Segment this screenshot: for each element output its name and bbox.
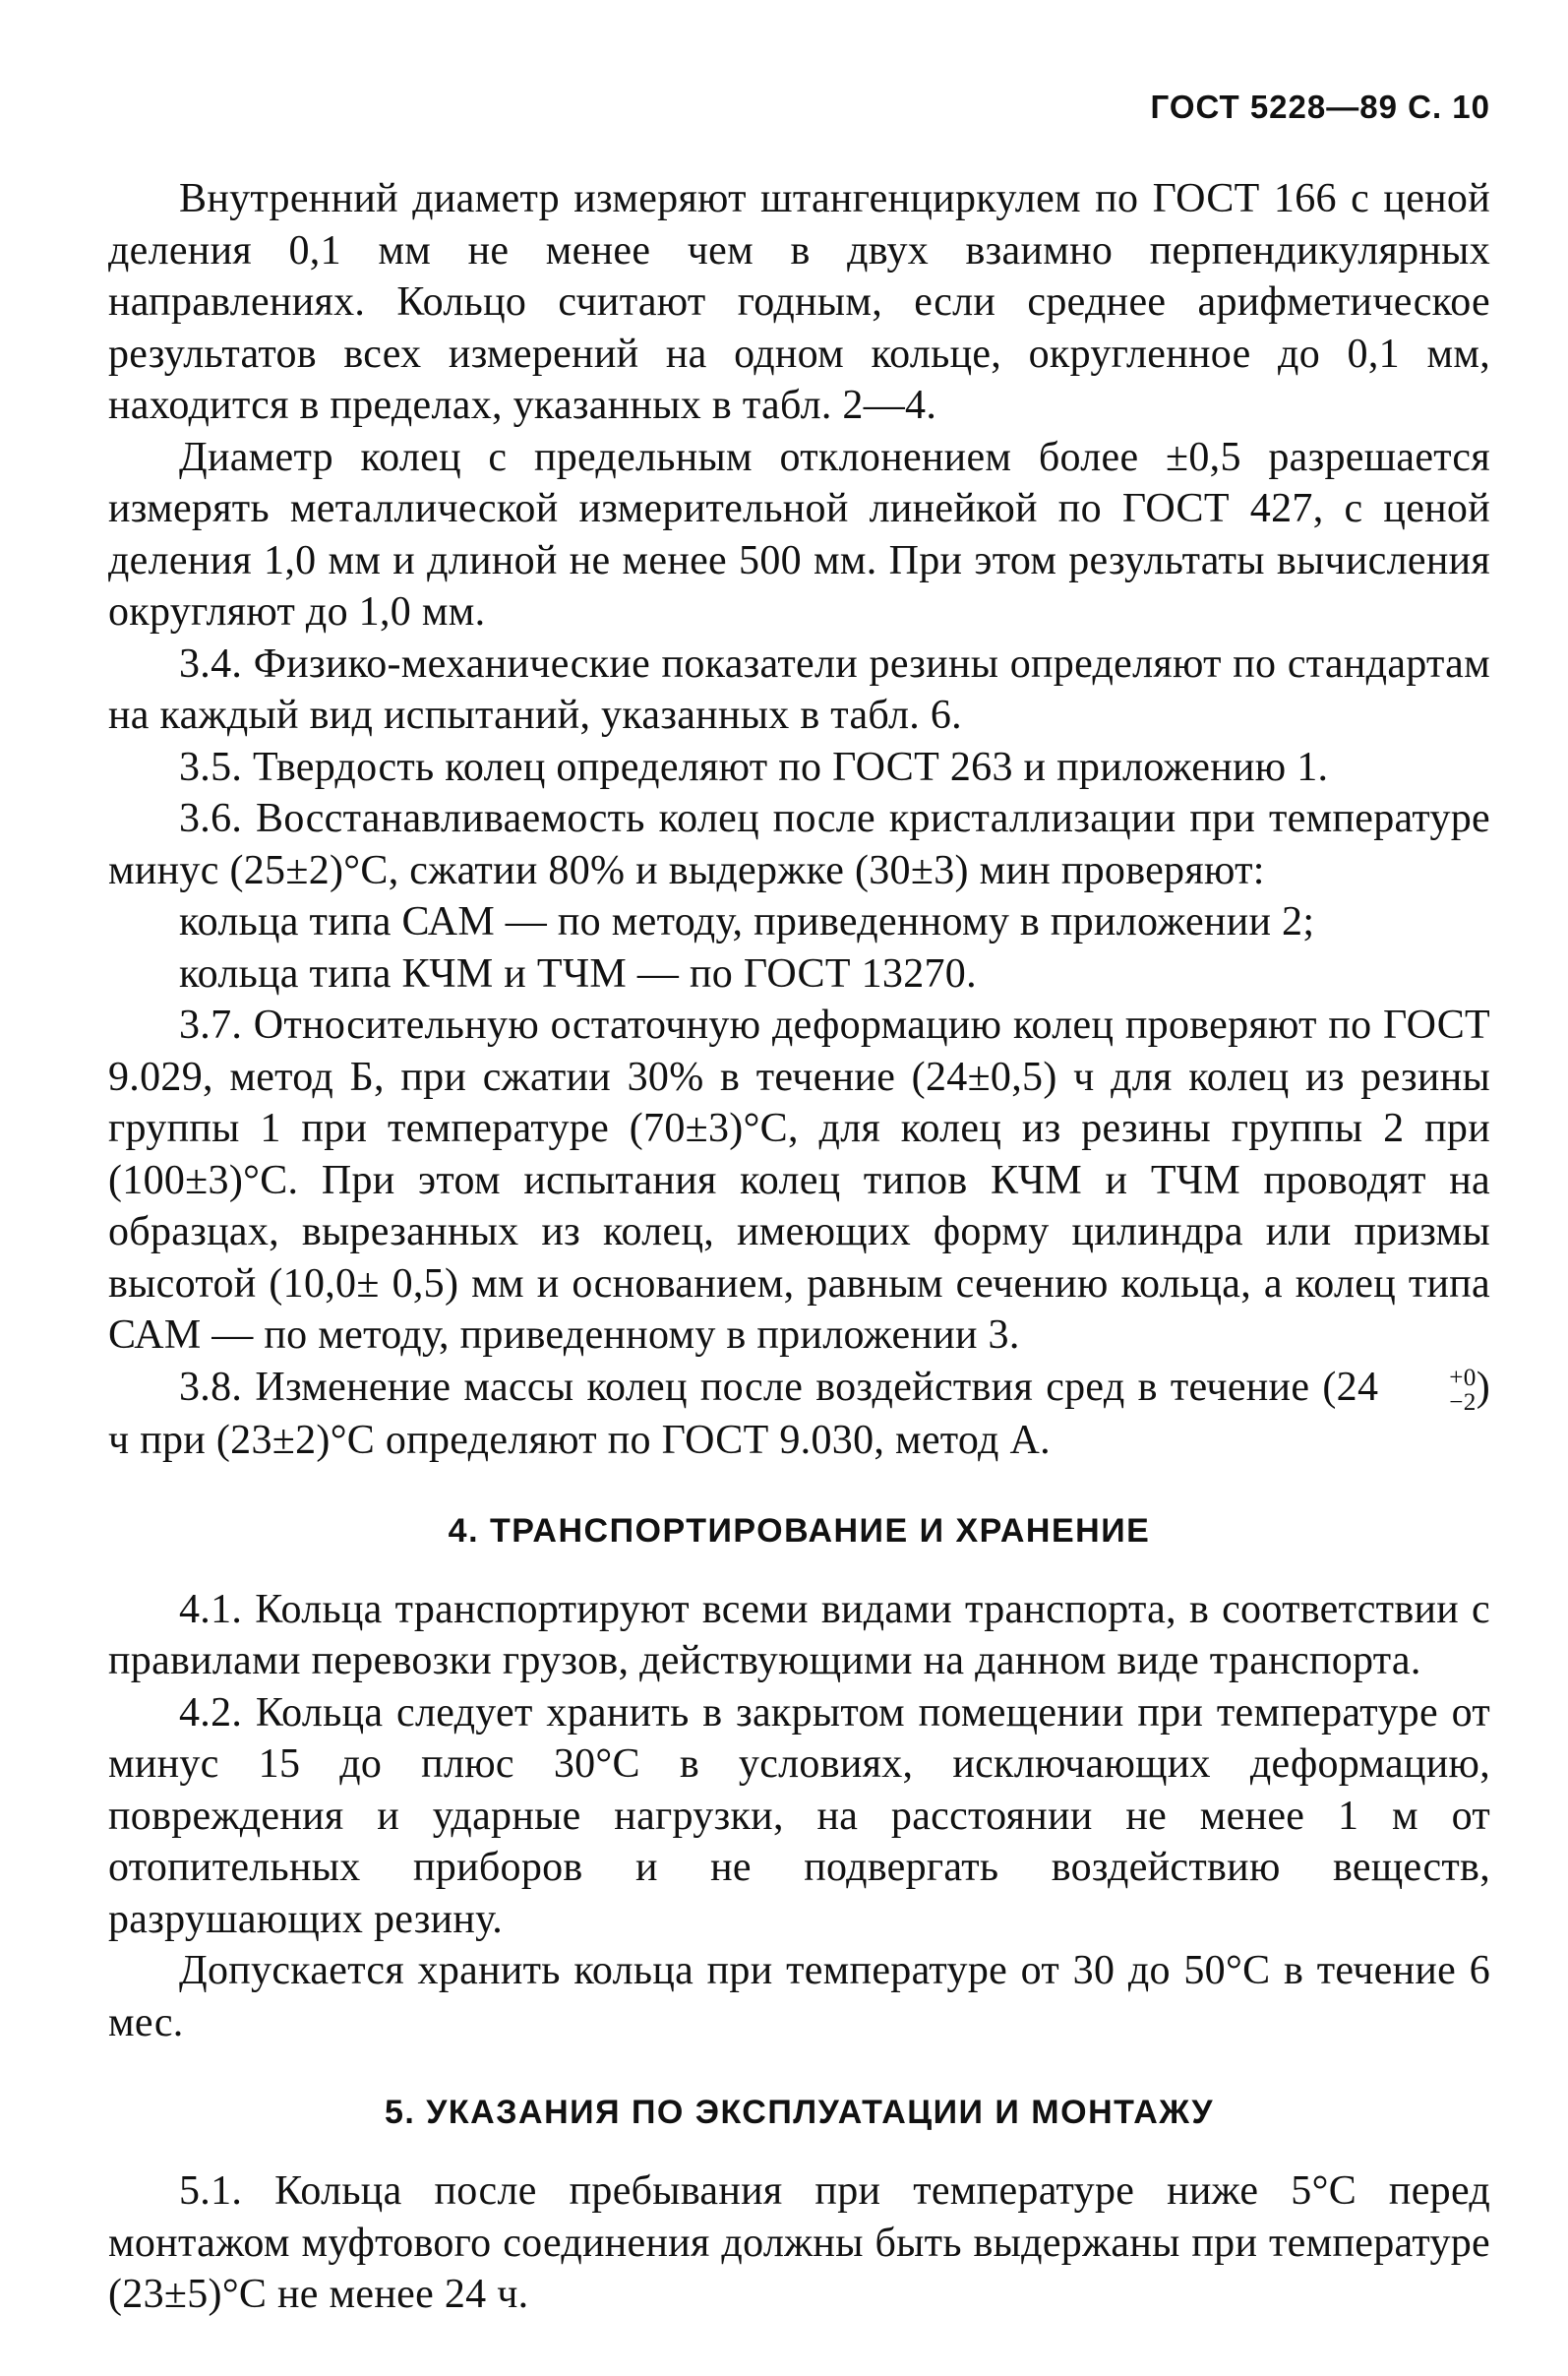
document-page [108, 89, 1490, 2321]
paragraph-5-1: 5.1. Кольца после пребывания при температуре ниже 5°С перед монтажом муфтового соединения должны быть выдержаны при температуре (23±5)°С не менее 24 ч. [108, 2168, 1490, 2318]
paragraph-inner-diameter: Внутренний диаметр измеряют штангенциркулем по ГОСТ 166 с ценой деления 0,1 мм не менее чем в двух взаимно перпендикулярных направлениях. Кольцо считают годным, если среднее арифметическое результатов всех измерений на одном кольце, округленное до 0,1 мм, находится в пределах, указанных в табл. 2—4. [108, 176, 1490, 428]
paragraph-4-2-note: Допускается хранить кольца при температуре от 30 до 50°С в течение 6 мес. [108, 1948, 1490, 2045]
list-item-kchm: кольца типа КЧМ и ТЧМ — по ГОСТ 13270. [179, 950, 977, 997]
paragraph-3-4: 3.4. Физико-механические показатели резины определяют по стандартам на каждый вид испытаний, указанных в табл. 6. [108, 640, 1490, 738]
section-5-title: 5. УКАЗАНИЯ ПО ЭКСПЛУАТАЦИИ И МОНТАЖУ [384, 2094, 1215, 2132]
p38-before: 3.8. Изменение массы колец после воздействия сред в течение (24 [179, 1364, 1379, 1410]
paragraph-3-7: 3.7. Относительную остаточную деформацию колец проверяют по ГОСТ 9.029, метод Б, при сжатии 30% в течение (24±0,5) ч для колец из резины группы 1 при температуре (70±3)°С, для колец из резины группы 2 при (100±3)°С. При этом испытания колец типов КЧМ и ТЧМ проводят на образцах, вырезанных из колец, имеющих форму цилиндра или призмы высотой (10,0± 0,5) мм и основанием, равным сечению кольца, а колец типа САМ — по методу, приведенному в приложении 3. [108, 1003, 1490, 1358]
tolerance [1378, 1366, 1476, 1415]
paragraph-4-1: 4.1. Кольца транспортируют всеми видами транспорта, в соответствии с правилами перевозки грузов, действующими на данном виде транспорта. [108, 1586, 1490, 1684]
p38-after: ) ч при (23±2)°С определяют по ГОСТ 9.030, метод А. [108, 1364, 1490, 1464]
list-item-sam: кольца типа САМ — по методу, приведенному в приложении 2; [179, 899, 1315, 944]
paragraph-3-6: 3.6. Восстанавливаемость колец после кристаллизации при температуре минус (25±2)°С, сжатии 80% и выдержке (30±3) мин проверяют: [108, 796, 1490, 893]
paragraph-3-5: 3.5. Твердость колец определяют по ГОСТ 263 и приложению 1. [179, 744, 1329, 790]
paragraph-diameter-ruler: Диаметр колец с предельным отклонением более ±0,5 разрешается измерять металлической измерительной линейкой по ГОСТ 427, с ценой деления 1,0 мм и длиной не менее 500 мм. При этом результаты вычисления округляют до 1,0 мм. [108, 434, 1490, 635]
section-4-title: 4. ТРАНСПОРТИРОВАНИЕ И ХРАНЕНИЕ [448, 1511, 1151, 1550]
tolerance-lower: −2 [1449, 1388, 1477, 1416]
paragraph-4-2: 4.2. Кольца следует хранить в закрытом помещении при температуре от минус 15 до плюс 30°С в условиях, исключающих деформацию, повреждения и ударные нагрузки, на расстоянии не менее 1 м от отопительных приборов и не подвергать воздействию веществ, разрушающих резину. [108, 1689, 1490, 1942]
tolerance-upper: +0 [1449, 1364, 1477, 1391]
page-header: ГОСТ 5228—89 С. 10 [1150, 89, 1490, 125]
paragraph-3-8 [108, 1362, 1490, 1467]
